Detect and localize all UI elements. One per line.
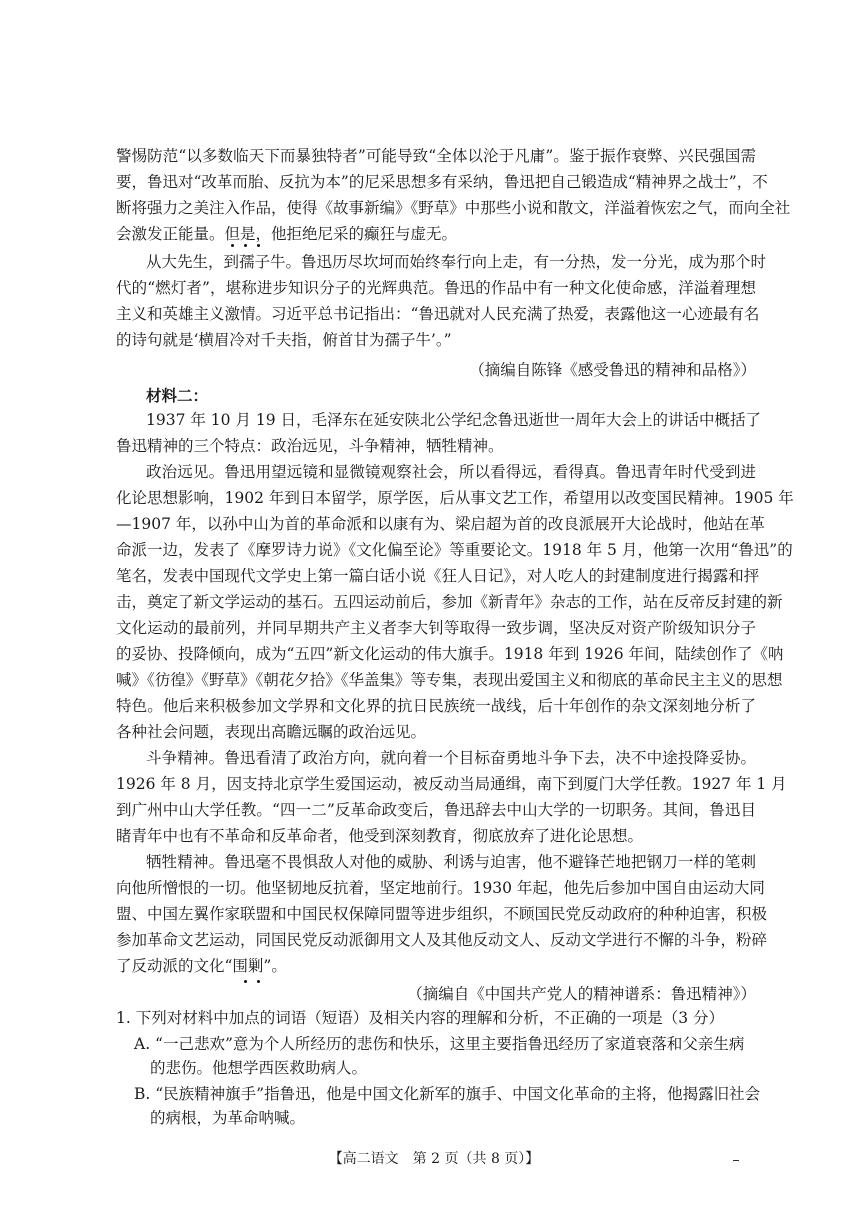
source-citation: （摘编自《中国共产党人的精神谱系：鲁迅精神》） — [407, 985, 756, 1003]
text-line: 政治远见。鲁迅用望远镜和显微镜观察社会，所以看得远，看得真。鲁迅青年时代受到进 — [146, 463, 756, 481]
text-line: 向他所憎恨的一切。他坚韧地反抗着，坚定地前行。1930 年起，他先后参加中国自由运动大同 — [116, 879, 765, 897]
text-line: 睹青年中也有不革命和反革命者，他受到深刻教育，彻底放弃了进化论思想。 — [116, 827, 644, 845]
option-a-cont: 的悲伤。他想学西医救助病人。 — [150, 1059, 368, 1077]
text-line: 鲁迅精神的三个特点：政治远见，斗争精神，牺牲精神。 — [116, 437, 504, 455]
emphasis-dots — [244, 980, 274, 986]
text-line: 化论思想影响，1902 年到日本留学，原学医，后从事文艺工作，希望用以改变国民精神。1905 年 — [116, 489, 794, 507]
text-line: 笔名，发表中国现代文学史上第一篇白话小说《狂人日记》，对人吃人的封建制度进行揭露和抨 — [116, 567, 760, 585]
text-line: 到广州中山大学任教。“四一二”反革命政变后，鲁迅辞去中山大学的一切职务。其间，鲁迅目 — [116, 801, 756, 819]
section-heading: 材料二： — [146, 386, 209, 405]
text-line: 的妥协、投降倾向，成为“五四”新文化运动的伟大旗手。1918 年到 1926 年间，陆续创作了《呐 — [116, 645, 784, 663]
option-b-cont: 的病根，为革命呐喊。 — [150, 1109, 306, 1127]
text-line: 1926 年 8 月，因支持北京学生爱国运动，被反动当局通缉，南下到厦门大学任教。1927 年 1 月 — [116, 775, 787, 793]
text-line: 特色。他后来积极参加文学界和文化界的抗日民族统一战线，后十年创作的杂文深刻地分析了 — [116, 697, 756, 715]
text-line: 1937 年 10 月 19 日，毛泽东在延安陕北公学纪念鲁迅逝世一周年大会上的讲话中概括了 — [146, 411, 762, 429]
text-line: 参加革命文艺运动，同国民党反动派御用文人及其他反动文人、反动文学进行不懈的斗争，粉碎 — [116, 931, 768, 949]
text-line: —1907 年，以孙中山为首的革命派和以康有为、梁启超为首的改良派展开大论战时，他站在革 — [116, 515, 765, 533]
text-line: 的诗句就是‘横眉冷对千夫指，俯首甘为孺子牛’。” — [116, 331, 452, 349]
text-line: 要，鲁迅对“改革而胎、反抗为本”的尼采思想多有采纳，鲁迅把自己锻造成“精神界之战士”，不 — [116, 173, 768, 191]
text-line: 了反动派的文化“围剿”。 — [116, 957, 287, 975]
text-line: 牺牲精神。鲁迅毫不畏惧敌人对他的威胁、利诱与迫害，他不避锋芒地把钢刀一样的笔刺 — [146, 853, 756, 871]
mark-dash — [733, 1160, 739, 1161]
question-stem: 1. 下列对材料中加点的词语（短语）及相关内容的理解和分析，不正确的一项是（3 分） — [116, 1009, 725, 1027]
text-line: 会激发正能量。但是，他拒绝尼采的癫狂与虚无。 — [116, 225, 458, 243]
page-footer: 【高二语文 第 2 页（共 8 页）】 — [328, 1151, 540, 1167]
text-line: 喊》《彷徨》《野草》《朝花夕拾》《华盖集》等专集，表现出爱国主义和彻底的革命民主主义的思想 — [116, 671, 783, 689]
source-citation: （摘编自陈锋《感受鲁迅的精神和品格》） — [469, 361, 756, 379]
text-line: 警惕防范“以多数临天下而暴独特者”可能导致“全体以沦于凡庸”。鉴于振作衰弊、兴民强国需 — [116, 147, 756, 165]
text-line: 击，奠定了新文学运动的基石。五四运动前后，参加《新青年》杂志的工作，站在反帝反封建的新 — [116, 593, 783, 611]
text-line: 斗争精神。鲁迅看清了政治方向，就向着一个目标奋勇地斗争下去，决不中途投降妥协。 — [146, 749, 756, 767]
text-line: 主义和英雄主义激情。习近平总书记指出：“鲁迅就对人民充满了热爱，表露他这一心迹最有名 — [116, 305, 760, 323]
text-line: 命派一边，发表了《摩罗诗力说》《文化偏至论》等重要论文。1918 年 5 月，他第一次用“鲁迅”的 — [116, 541, 793, 559]
emphasis-dots — [231, 244, 261, 250]
text-line: 各种社会问题，表现出高瞻远瞩的政治远见。 — [116, 723, 427, 741]
text-line: 代的“燃灯者”，堪称进步知识分子的光辉典范。鲁迅的作品中有一种文化使命感，洋溢着理想 — [116, 279, 756, 297]
text-line: 从大先生，到孺子牛。鲁迅历尽坎坷而始终奉行向上走，有一分热，发一分光，成为那个时 — [146, 253, 767, 271]
text-line: 文化运动的最前列，并同早期共产主义者李大钊等取得一致步调，坚决反对资产阶级知识分子 — [116, 619, 756, 637]
text-line: 盟、中国左翼作家联盟和中国民权保障同盟等进步组织，不顾国民党反动政府的种种迫害，积极 — [116, 905, 768, 923]
option-b: B. “民族精神旗手”指鲁迅，他是中国文化新军的旗手、中国文化革命的主将，他揭露旧社会 — [134, 1085, 761, 1103]
option-a: A. “一己悲欢”意为个人所经历的悲伤和快乐，这里主要指鲁迅经历了家道衰落和父亲生病 — [134, 1035, 745, 1053]
text-line: 断将强力之美注入作品，使得《故事新编》《野草》中那些小说和散文，洋溢着恢宏之气，而向全社 — [116, 199, 791, 217]
